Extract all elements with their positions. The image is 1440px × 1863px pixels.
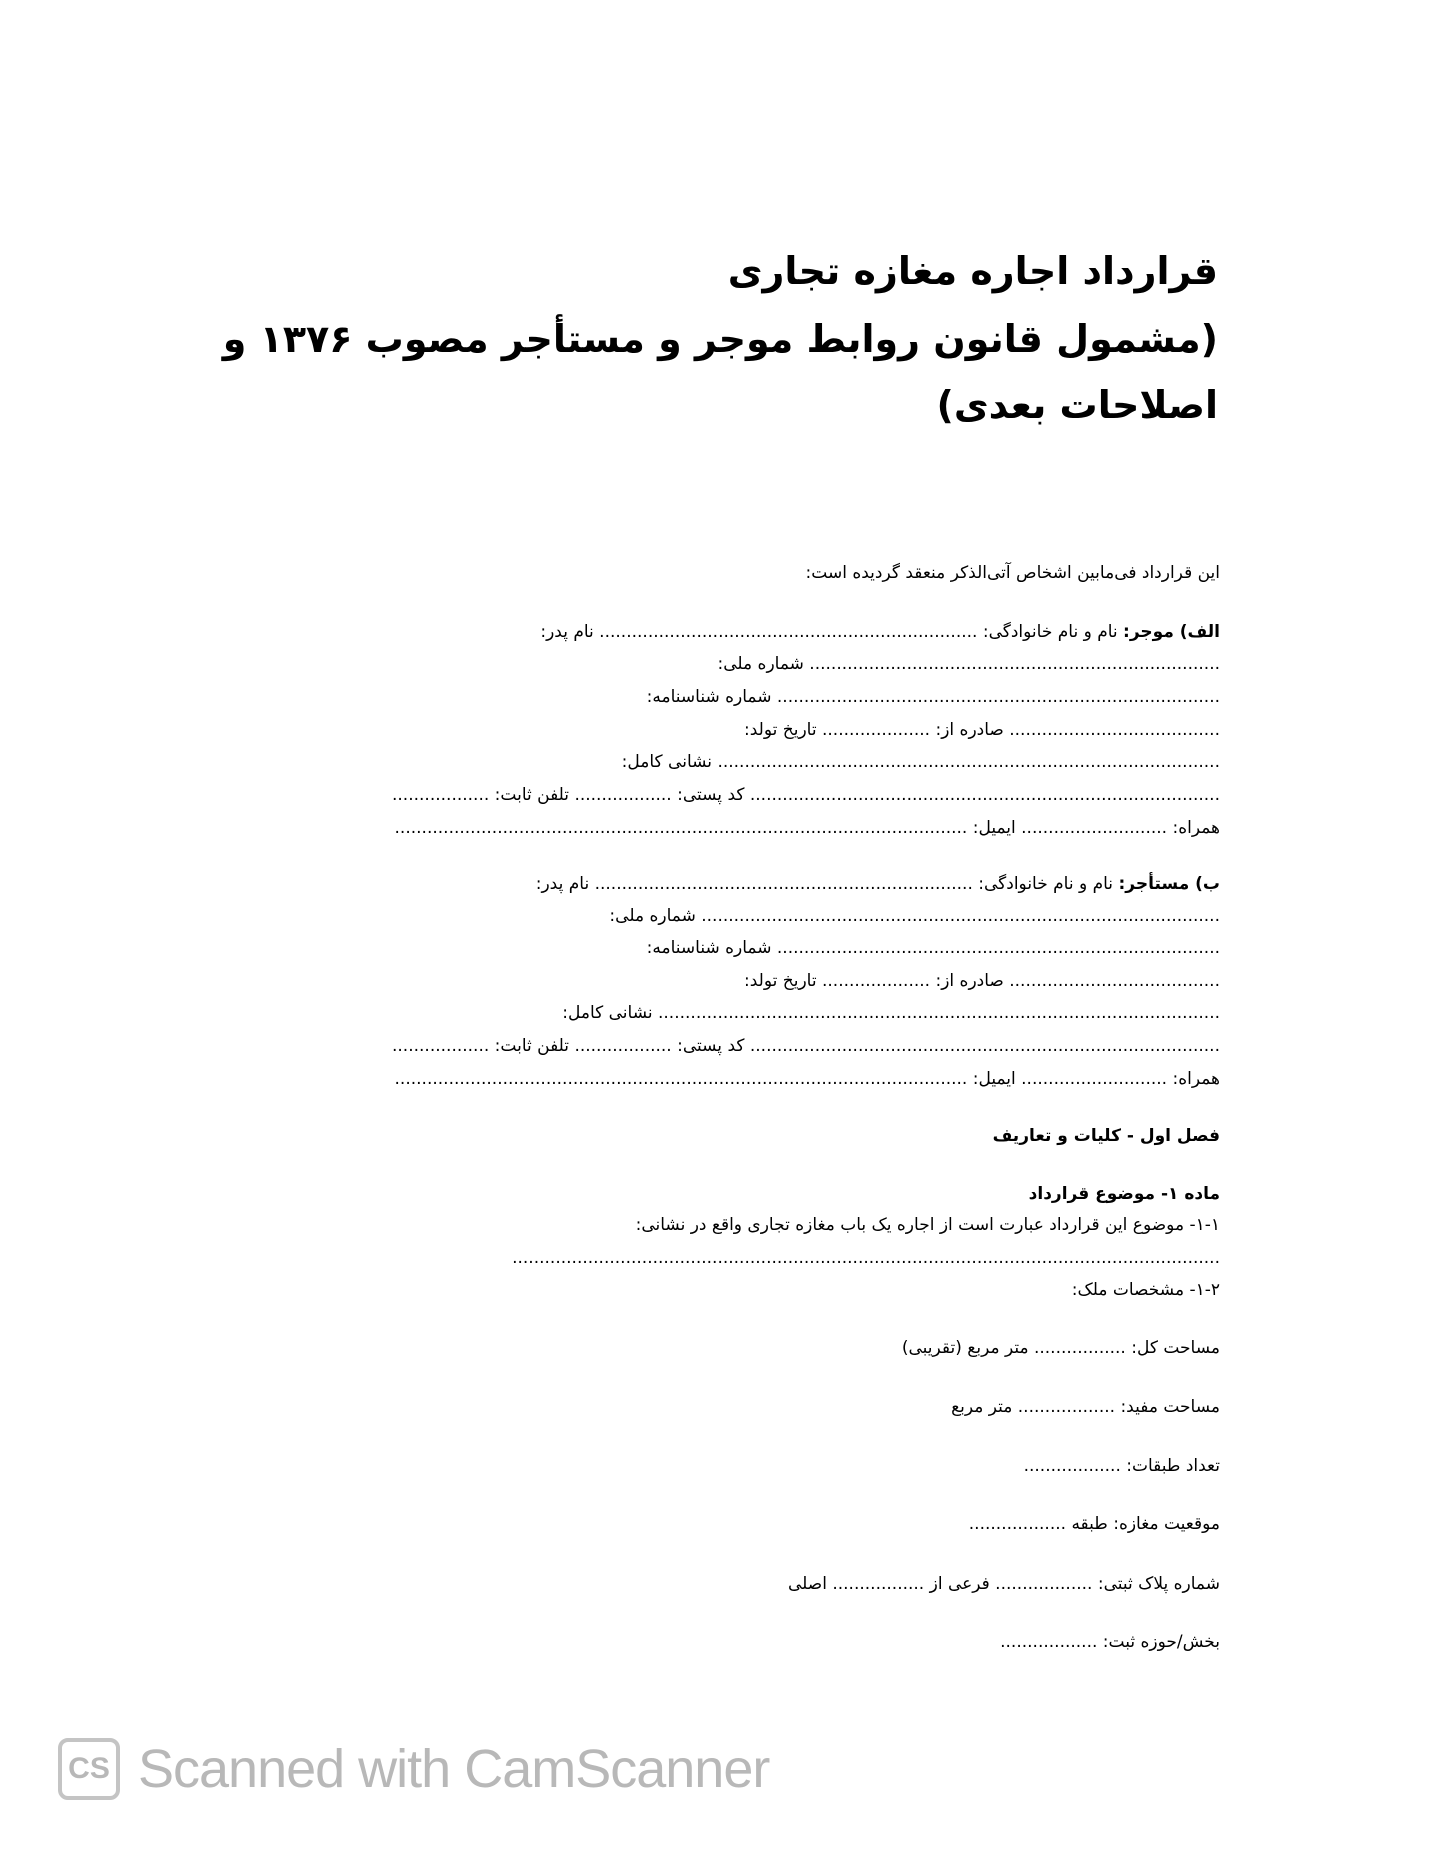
document-title-line-1: قرارداد اجاره مغازه تجاری bbox=[727, 249, 1218, 293]
lessor-name-line bbox=[540, 622, 1220, 642]
lessor-name-field: نام و نام خانوادگی: ...................................................................... نام پدر: bbox=[540, 622, 1124, 642]
registry-district: بخش/حوزه ثبت: .................. bbox=[1000, 1632, 1220, 1652]
lessee-mobile-email: همراه: ........................... ایمیل: .......................................................................................................... bbox=[394, 1069, 1220, 1089]
lessor-national-id: ............................................................................ شماره ملی: bbox=[717, 654, 1220, 674]
lessee-name-field: نام و نام خانوادگی: ...................................................................... نام پدر: bbox=[535, 874, 1119, 894]
lessee-heading: ب) مستأجر: bbox=[1118, 874, 1220, 894]
total-area: مساحت کل: ................. متر مربع (تقریبی) bbox=[901, 1338, 1220, 1358]
useful-area: مساحت مفید: .................. متر مربع bbox=[951, 1397, 1220, 1417]
clause-1-1: ۱-۱- موضوع این قرارداد عبارت است از اجاره یک باب مغازه تجاری واقع در نشانی: bbox=[635, 1215, 1220, 1235]
article-1-heading: ماده ۱- موضوع قرارداد bbox=[1028, 1184, 1220, 1204]
clause-1-1-address-dots: ................................................................................................................................... bbox=[512, 1248, 1220, 1268]
shop-location: موقعیت مغازه: طبقه .................. bbox=[968, 1514, 1220, 1534]
lessor-postal-phone: ....................................................................................... کد پستی: .................. تلفن ثابت: .................. bbox=[392, 785, 1220, 805]
lessee-birth-cert: .................................................................................. شماره شناسنامه: bbox=[646, 938, 1220, 958]
chapter-1-heading: فصل اول - کلیات و تعاریف bbox=[992, 1126, 1220, 1146]
camscanner-logo-text: CS bbox=[68, 1752, 110, 1785]
lessee-issued-birthdate: ....................................... صادره از: .................... تاریخ تولد: bbox=[744, 971, 1220, 991]
camscanner-text: Scanned with CamScanner bbox=[138, 1739, 770, 1799]
document-title-line-3: اصلاحات بعدی) bbox=[936, 383, 1218, 427]
camscanner-watermark bbox=[58, 1738, 769, 1800]
lessee-postal-phone: ....................................................................................... کد پستی: .................. تلفن ثابت: .................. bbox=[392, 1036, 1220, 1056]
intro-text: این قرارداد فی‌مابین اشخاص آتی‌الذکر منعقد گردیده است: bbox=[805, 563, 1220, 583]
lessee-address: ........................................................................................................ نشانی کامل: bbox=[562, 1003, 1220, 1023]
document-title-line-2: (مشمول قانون روابط موجر و مستأجر مصوب ۱۳۷۶ و bbox=[222, 317, 1218, 361]
registry-plate-number: شماره پلاک ثبتی: .................. فرعی از ................. اصلی bbox=[787, 1574, 1220, 1594]
lessee-name-line bbox=[536, 874, 1220, 894]
clause-1-2: ۱-۲- مشخصات ملک: bbox=[1071, 1280, 1220, 1300]
lessee-national-id: ................................................................................................ شماره ملی: bbox=[609, 906, 1220, 926]
lessor-issued-birthdate: ....................................... صادره از: .................... تاریخ تولد: bbox=[744, 720, 1220, 740]
camscanner-logo-icon bbox=[58, 1738, 120, 1800]
lessor-heading: الف) موجر: bbox=[1123, 622, 1220, 642]
floor-count: تعداد طبقات: .................. bbox=[1023, 1456, 1220, 1476]
lessor-mobile-email: همراه: ........................... ایمیل: .......................................................................................................... bbox=[394, 818, 1220, 838]
lessor-birth-cert: .................................................................................. شماره شناسنامه: bbox=[646, 687, 1220, 707]
lessor-address: ............................................................................................. نشانی کامل: bbox=[621, 752, 1220, 772]
